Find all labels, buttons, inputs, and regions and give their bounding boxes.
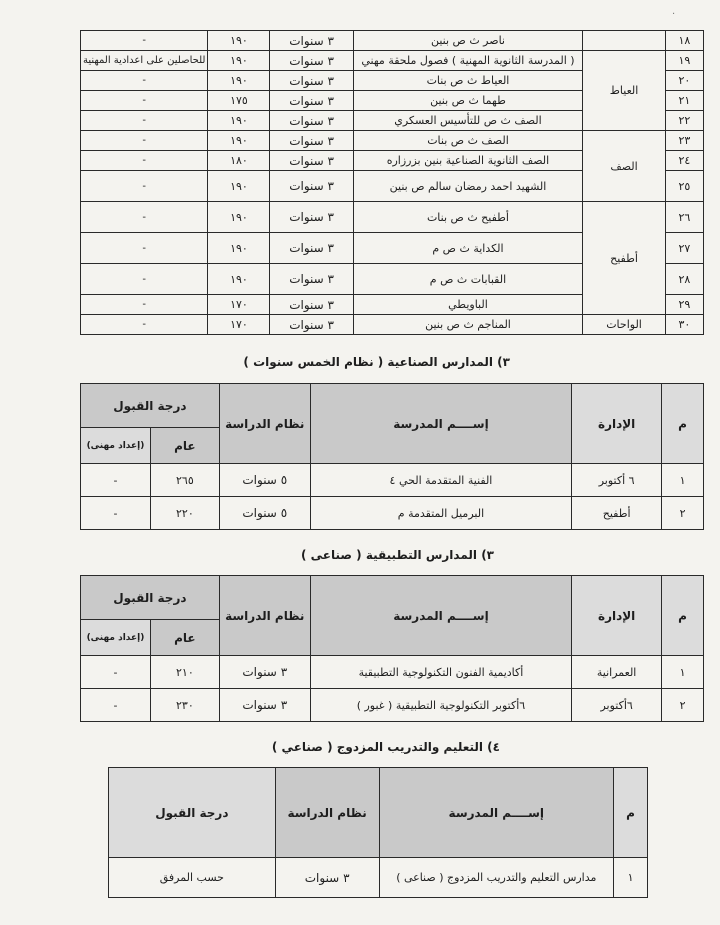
cell-school: المناجم ث ص بنين (353, 315, 583, 335)
cell-vocational: - (81, 689, 151, 722)
cell-duration: ٣ سنوات (270, 131, 353, 151)
cell-vocational: - (81, 464, 151, 497)
header-admin: الإدارة (572, 576, 662, 656)
section-title-applied: ٣) المدارس التطبيقية ( صناعى ) (301, 548, 494, 562)
cell-school: ( المدرسة الثانوية المهنية ) فصول ملحقة مهني (353, 51, 583, 71)
cell-num: ٢٩ (665, 295, 703, 315)
cell-vocational: للحاصلين على اعدادية المهنية (81, 51, 208, 71)
cell-vocational: - (81, 31, 208, 51)
cell-general: ١٩٠ (208, 51, 270, 71)
table-row (81, 689, 704, 722)
cell-school: الكداية ث ص م (353, 233, 583, 264)
schools-table-continued (80, 30, 704, 335)
cell-general: ١٩٠ (208, 111, 270, 131)
cell-general: ١٩٠ (208, 31, 270, 51)
cell-admin: أطفيح (583, 202, 666, 315)
cell-duration: ٣ سنوات (219, 656, 310, 689)
cell-general: ١٧٠ (208, 315, 270, 335)
header-num: م (614, 768, 648, 858)
table-row (81, 656, 704, 689)
cell-vocational: - (81, 315, 208, 335)
cell-admin: الصف (583, 131, 666, 202)
table-row (81, 51, 704, 71)
table-row (81, 202, 704, 233)
cell-general: ١٩٠ (208, 71, 270, 91)
cell-school: الشهيد احمد رمضان سالم ص بنين (353, 171, 583, 202)
cell-admin: العمرانية (572, 656, 662, 689)
cell-vocational: - (81, 233, 208, 264)
cell-admin: الواحات (583, 315, 666, 335)
cell-vocational: - (81, 71, 208, 91)
cell-vocational: - (81, 202, 208, 233)
header-admin: الإدارة (572, 384, 662, 464)
page-mark: . (672, 6, 676, 17)
cell-num: ٢٧ (665, 233, 703, 264)
cell-num: ٢٦ (665, 202, 703, 233)
cell-general: ١٩٠ (208, 233, 270, 264)
cell-vocational: - (81, 151, 208, 171)
cell-duration: ٥ سنوات (219, 497, 310, 530)
cell-num: ٢٣ (665, 131, 703, 151)
cell-school: ٦أكتوبر التكنولوجية التطبيقية ( غبور ) (310, 689, 572, 722)
cell-num: ١٩ (665, 51, 703, 71)
table-row (81, 497, 704, 530)
cell-general: ٢٣٠ (150, 689, 219, 722)
header-num: م (662, 576, 704, 656)
cell-general: ١٧٠ (208, 295, 270, 315)
header-grade: درجة القبول (81, 384, 220, 428)
header-num: م (662, 384, 704, 464)
header-school: إســــم المدرسة (310, 384, 572, 464)
cell-general: ١٧٥ (208, 91, 270, 111)
cell-duration: ٣ سنوات (270, 31, 353, 51)
header-vocational: (إعداد مهنى) (81, 428, 151, 464)
cell-num: ٢٤ (665, 151, 703, 171)
table-row (81, 31, 704, 51)
cell-school: الفنية المتقدمة الحي ٤ (310, 464, 572, 497)
header-grade: درجة القبول (109, 768, 276, 858)
applied-schools-table (80, 575, 704, 722)
cell-school: الصف الثانوية الصناعية بنين بزرزاره (353, 151, 583, 171)
cell-school: الصف ث ص بنات (353, 131, 583, 151)
cell-general: ١٨٠ (208, 151, 270, 171)
cell-num: ٣٠ (665, 315, 703, 335)
cell-vocational: - (81, 111, 208, 131)
cell-school: مدارس التعليم والتدريب المزدوج ( صناعى ) (379, 858, 614, 898)
cell-duration: ٣ سنوات (270, 295, 353, 315)
table-row (81, 315, 704, 335)
cell-vocational: - (81, 131, 208, 151)
table-row (81, 464, 704, 497)
cell-school: البرميل المتقدمة م (310, 497, 572, 530)
cell-duration: ٥ سنوات (219, 464, 310, 497)
dual-training-table (108, 767, 648, 898)
cell-admin: ٦ أكتوبر (572, 464, 662, 497)
cell-num: ٢ (662, 689, 704, 722)
header-general: عام (150, 620, 219, 656)
table-row (109, 858, 648, 898)
cell-duration: ٣ سنوات (270, 315, 353, 335)
cell-duration: ٣ سنوات (270, 151, 353, 171)
cell-vocational: - (81, 171, 208, 202)
cell-school: طهما ث ص بنين (353, 91, 583, 111)
cell-school: أطفيح ث ص بنات (353, 202, 583, 233)
cell-general: ١٩٠ (208, 131, 270, 151)
cell-admin-empty (583, 31, 666, 51)
cell-duration: ٣ سنوات (270, 171, 353, 202)
header-duration: نظام الدراسة (219, 576, 310, 656)
five-year-schools-table (80, 383, 704, 530)
cell-num: ٢٠ (665, 71, 703, 91)
cell-grade: حسب المرفق (109, 858, 276, 898)
cell-general: ٢٦٥ (150, 464, 219, 497)
cell-school: العياط ث ص بنات (353, 71, 583, 91)
cell-duration: ٣ سنوات (275, 858, 379, 898)
cell-school: القبابات ث ص م (353, 264, 583, 295)
header-school: إســــم المدرسة (379, 768, 614, 858)
cell-general: ١٩٠ (208, 264, 270, 295)
header-duration: نظام الدراسة (219, 384, 310, 464)
cell-num: ٢٨ (665, 264, 703, 295)
cell-duration: ٣ سنوات (270, 233, 353, 264)
cell-duration: ٣ سنوات (270, 71, 353, 91)
table-row (81, 131, 704, 151)
cell-general: ٢٢٠ (150, 497, 219, 530)
cell-vocational: - (81, 264, 208, 295)
cell-num: ٢٥ (665, 171, 703, 202)
header-grade: درجة القبول (81, 576, 220, 620)
cell-school: أكاديمية الفنون التكنولوجية التطبيقية (310, 656, 572, 689)
cell-admin: أطفيح (572, 497, 662, 530)
cell-duration: ٣ سنوات (270, 111, 353, 131)
cell-vocational: - (81, 295, 208, 315)
cell-num: ٢ (662, 497, 704, 530)
cell-general: ١٩٠ (208, 171, 270, 202)
cell-num: ١ (614, 858, 648, 898)
cell-general: ١٩٠ (208, 202, 270, 233)
cell-admin: العياط (583, 51, 666, 131)
header-duration: نظام الدراسة (275, 768, 379, 858)
cell-num: ٢١ (665, 91, 703, 111)
header-vocational: (إعداد مهنى) (81, 620, 151, 656)
cell-school: ناصر ث ص بنين (353, 31, 583, 51)
cell-vocational: - (81, 91, 208, 111)
section-title-five-year: ٣) المدارس الصناعية ( نظام الخمس سنوات ) (243, 355, 510, 369)
cell-duration: ٣ سنوات (270, 202, 353, 233)
cell-num: ١٨ (665, 31, 703, 51)
header-general: عام (150, 428, 219, 464)
cell-vocational: - (81, 497, 151, 530)
cell-school: الصف ث ص للتأسيس العسكري (353, 111, 583, 131)
cell-num: ١ (662, 656, 704, 689)
cell-duration: ٣ سنوات (270, 264, 353, 295)
cell-school: الباويطي (353, 295, 583, 315)
cell-general: ٢١٠ (150, 656, 219, 689)
header-school: إســــم المدرسة (310, 576, 572, 656)
cell-vocational: - (81, 656, 151, 689)
cell-duration: ٣ سنوات (270, 51, 353, 71)
cell-num: ١ (662, 464, 704, 497)
cell-duration: ٣ سنوات (219, 689, 310, 722)
cell-admin: ٦أكتوبر (572, 689, 662, 722)
cell-duration: ٣ سنوات (270, 91, 353, 111)
cell-num: ٢٢ (665, 111, 703, 131)
section-title-dual: ٤) التعليم والتدريب المزدوج ( صناعي ) (271, 740, 500, 754)
